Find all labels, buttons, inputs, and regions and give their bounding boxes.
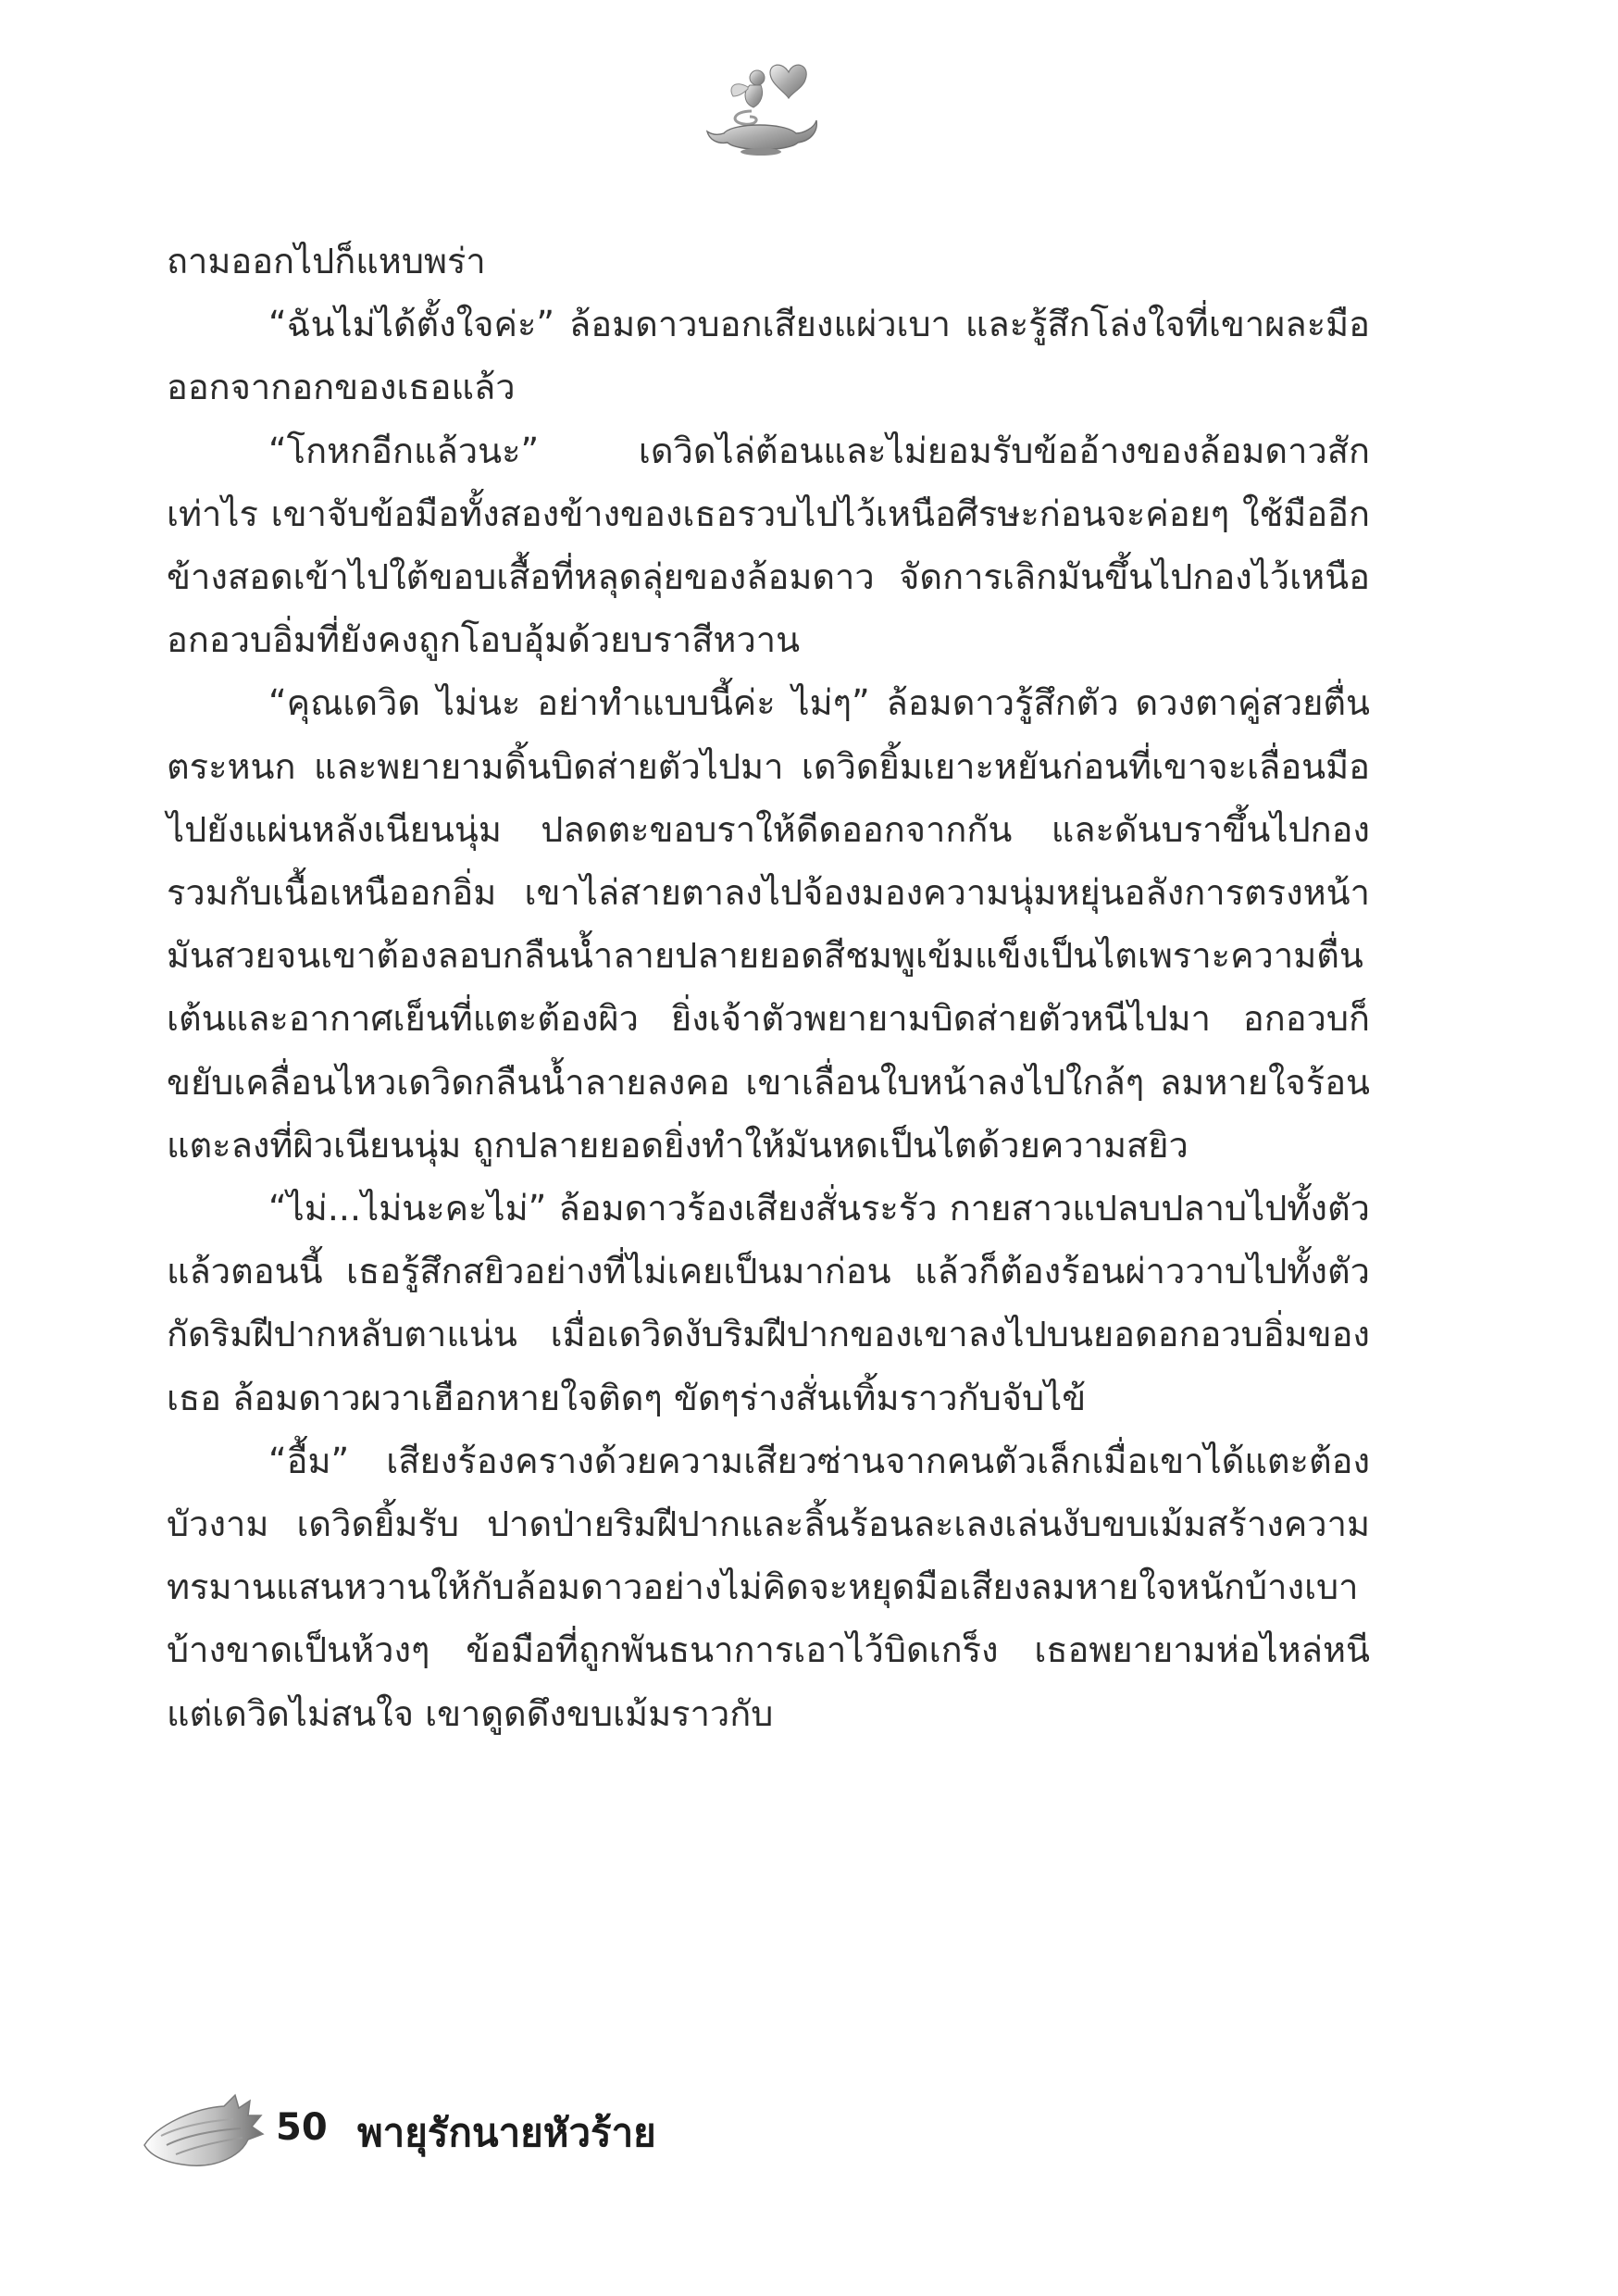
paragraph: “โกหกอีกแล้วนะ” เดวิดไล่ต้อนและไม่ยอมรับข้ออ้างของล้อมดาวสักเท่าไร เขาจับข้อมือทั้งสองข้างของเธอรวบไปไว้เหนือศีรษะก่อนจะค่อยๆ ใช้มืออีกข้างสอดเข้าไปใต้ขอบเสื้อที่หลุดลุ่ยของล้อมดาว จัดการเลิกมันขึ้นไปกองไว้เหนืออกอวบอิ่มที่ยังคงถูกโอบอุ้มด้วยบราสีหวาน — [167, 430, 1370, 661]
paragraph: ถามออกไปก็แหบพร่า — [167, 241, 486, 281]
page-footer — [139, 2088, 787, 2180]
book-title: พายุรักนายหัวร้าย — [357, 2110, 656, 2155]
seashell-icon — [139, 2088, 268, 2180]
body-text — [167, 230, 1370, 1745]
page-number: 50 — [276, 2106, 328, 2149]
paragraph: “อื้ม” เสียงร้องครางด้วยความเสียวซ่านจากคนตัวเล็กเมื่อเขาได้แตะต้องบัวงาม เดวิดยิ้มรับ ปาดป่ายริมฝีปากและลิ้นร้อนละเลงเล่นงับขบเม้มสร้างความทรมานแสนหวานให้กับล้อมดาวอย่างไม่คิดจะหยุดมือเสียงลมหายใจหนักบ้างเบาบ้างขาดเป็นห้วงๆ ข้อมือที่ถูกพันธนาการเอาไว้บิดเกร็ง เธอพยายามห่อไหล่หนี แต่เดวิดไม่สนใจ เขาดูดดึงขบเม้มราวกับ — [167, 1440, 1370, 1734]
paragraph: “ฉันไม่ได้ตั้งใจค่ะ” ล้อมดาวบอกเสียงแผ่วเบา และรู้สึกโล่งใจที่เขาผละมือออกจากอกของเธอแล้ว — [167, 304, 1370, 408]
paragraph: “คุณเดวิด ไม่นะ อย่าทำแบบนี้ค่ะ ไม่ๆ” ล้อมดาวรู้สึกตัว ดวงตาคู่สวยตื่นตระหนก และพยายามดิ้นบิดส่ายตัวไปมา เดวิดยิ้มเยาะหยันก่อนที่เขาจะเลื่อนมือไปยังแผ่นหลังเนียนนุ่ม ปลดตะขอบราให้ดีดออกจากกัน และดันบราขึ้นไปกองรวมกับเนื้อเหนืออกอิ่ม เขาไล่สายตาลงไปจ้องมองความนุ่มหยุ่นอลังการตรงหน้า มันสวยจนเขาต้องลอบกลืนน้ำลายปลายยอดสีชมพูเข้มแข็งเป็นไตเพราะความตื่นเต้นและอากาศเย็นที่แตะต้องผิว ยิ่งเจ้าตัวพยายามบิดส่ายตัวหนีไปมา อกอวบก็ขยับเคลื่อนไหวเดวิดกลืนน้ำลายลงคอ เขาเลื่อนใบหน้าลงไปใกล้ๆ ลมหายใจร้อนแตะลงที่ผิวเนียนนุ่ม ถูกปลายยอดยิ่งทำให้มันหดเป็นไตด้วยความสยิว — [167, 682, 1370, 1166]
paragraph: “ไม่...ไม่นะคะไม่” ล้อมดาวร้องเสียงสั่นระรัว กายสาวแปลบปลาบไปทั้งตัวแล้วตอนนี้ เธอรู้สึกสยิวอย่างที่ไม่เคยเป็นมาก่อน แล้วก็ต้องร้อนผ่าววาบไปทั้งตัว กัดริมฝีปากหลับตาแน่น เมื่อเดวิดงับริมฝีปากของเขาลงไปบนยอดอกอวบอิ่มของเธอ ล้อมดาวผวาเฮือกหายใจติดๆ ขัดๆร่างสั่นเทิ้มราวกับจับไข้ — [167, 1188, 1370, 1418]
cupid-lamp-icon — [696, 56, 826, 157]
